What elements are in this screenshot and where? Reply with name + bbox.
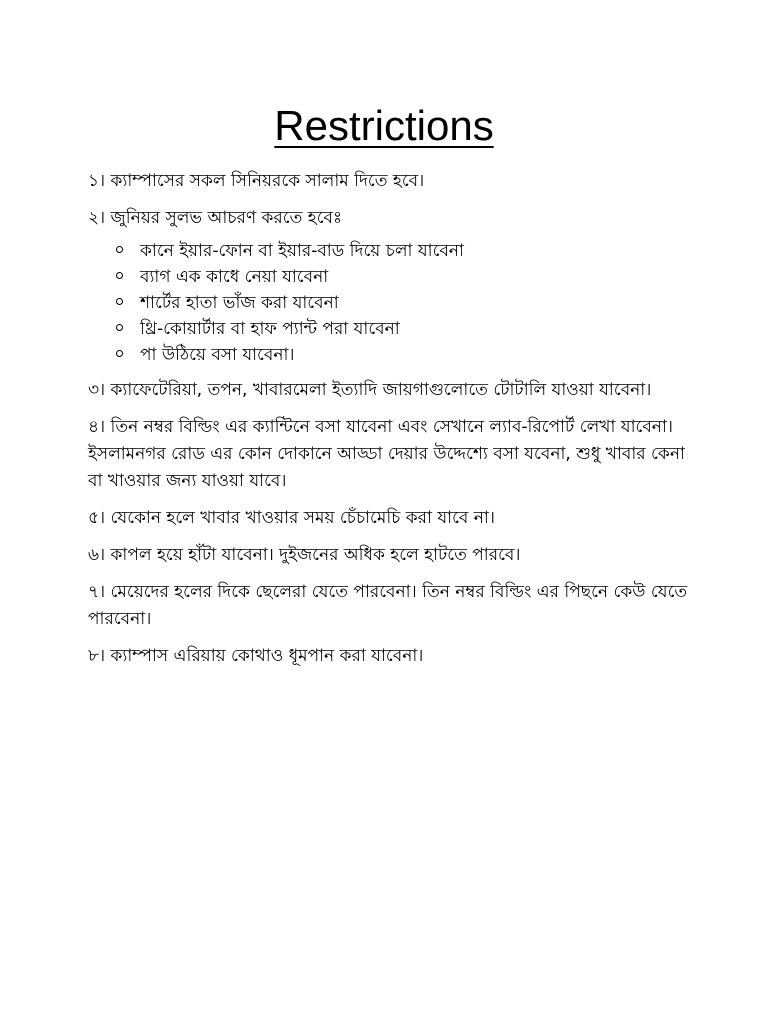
- sublist-item-text: পা উঠিয়ে বসা যাবেনা।: [140, 345, 295, 365]
- rule-item-6: ৬। কাপল হয়ে হাঁটা যাবেনা। দুইজনের অধিক হলে হাটতে পারবে।: [88, 545, 521, 565]
- rule-item-8: ৮। ক্যাম্পাস এরিয়ায় কোথাও ধূমপান করা যাবেনা।: [88, 646, 424, 666]
- hollow-bullet-icon: [116, 298, 123, 305]
- hollow-bullet-icon: [116, 324, 123, 331]
- hollow-bullet-icon: [116, 272, 123, 279]
- hollow-bullet-icon: [116, 246, 123, 253]
- rule-item-7: ৭। মেয়েদের হলের দিকে ছেলেরা যেতে পারবেনা। তিন নম্বর বিল্ডিং এর পিছনে কেউ যেতে পারবেনা।: [88, 582, 688, 629]
- sublist-item: [116, 316, 688, 342]
- rule-item-2: ২। জুনিয়র সুলভ আচরণ করতে হবেঃ: [88, 208, 343, 228]
- hollow-bullet-icon: [116, 350, 123, 357]
- sublist-item: [116, 264, 688, 290]
- sublist-item-text: থ্রি-কোয়ার্টার বা হাফ প্যান্ট পরা যাবেনা: [140, 319, 400, 339]
- sublist-item-text: শার্টের হাতা ভাঁজ করা যাবেনা: [140, 293, 339, 313]
- rule-2-sublist: [88, 238, 688, 368]
- rule-item-5: ৫। যেকোন হলে খাবার খাওয়ার সময় চেঁচামেচি করা যাবে না।: [88, 508, 495, 528]
- rule-item-3: ৩। ক্যাফেটেরিয়া, তপন, খাবারমেলা ইত্যাদি জায়গাগুলোতে টোটালি যাওয়া যাবেনা।: [88, 380, 652, 400]
- document-title-text: Restrictions: [274, 102, 494, 149]
- sublist-item: [116, 238, 688, 264]
- sublist-item: [116, 290, 688, 316]
- rule-item-1: ১। ক্যাম্পাসের সকল সিনিয়রকে সালাম দিতে হবে।: [88, 171, 425, 191]
- document-body: [88, 168, 688, 680]
- sublist-item: [116, 342, 688, 368]
- sublist-item-text: ব্যাগ এক কাধে নেয়া যাবেনা: [140, 267, 329, 287]
- sublist-item-text: কানে ইয়ার-ফোন বা ইয়ার-বাড দিয়ে চলা যাবেনা: [140, 241, 464, 261]
- document-title: [0, 100, 768, 152]
- rule-item-4: ৪। তিন নম্বর বিল্ডিং এর ক্যান্টিনে বসা যাবেনা এবং সেখানে ল্যাব-রিপোর্ট লেখা যাবেনা। ইসলামনগর রোড এর কোন দোকানে আড্ডা দেয়ার উদ্দেশ্যে বসা যবেনা, শুধু খাবার কেনা বা খাওয়ার জন্য যাওয়া যাবে।: [88, 417, 685, 491]
